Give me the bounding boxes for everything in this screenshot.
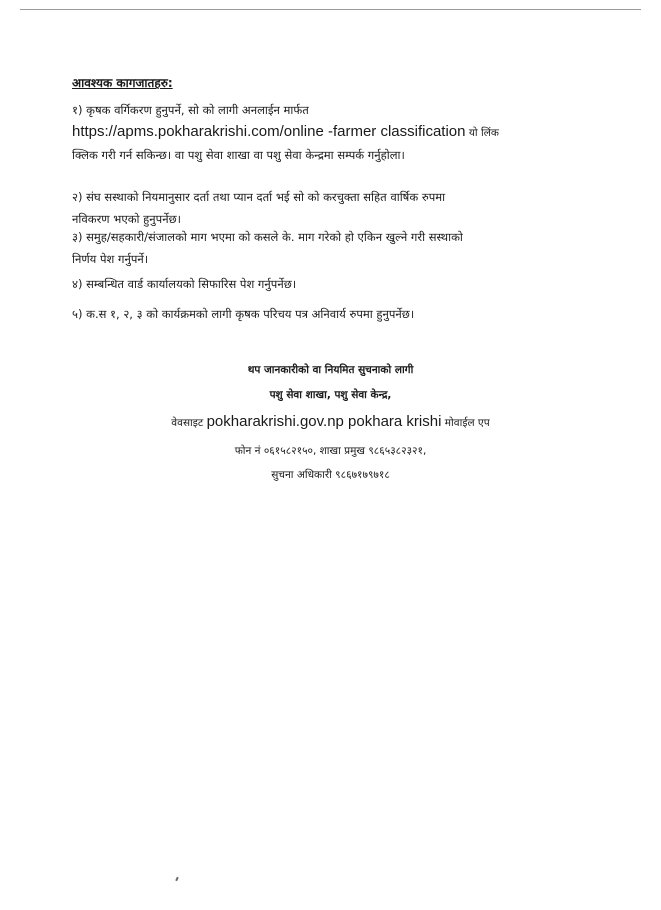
item-3-line-2: निर्णय पेश गर्नुपर्ने। bbox=[72, 252, 149, 266]
url-tail-text: यो लिंक bbox=[465, 127, 499, 139]
app-label: मोवाईल एप bbox=[444, 417, 490, 429]
item-3-line-1: ३) समुह/सहकारी/संजालको माग भएमा को कसले के. माग गरेको हो एकिन खुल्ने गरी सस्थाको bbox=[72, 230, 463, 244]
list-item-4 bbox=[72, 273, 592, 295]
item-1-line-1: १) कृषक वर्गिकरण हुनुपर्ने, सो को लागी अनलाईन मार्फत bbox=[72, 103, 309, 117]
contact-title: थप जानकारीको वा नियमित सुचनाको लागी bbox=[247, 364, 414, 376]
list-item-2 bbox=[72, 186, 592, 230]
contact-phone: फोन नं ०६१५८२१५०, शाखा प्रमुख ९८६५३८२३२१, bbox=[234, 445, 427, 457]
contact-website-line bbox=[0, 414, 661, 431]
item-2-line-1: २) संघ सस्थाको नियमानुसार दर्ता तथा प्यान दर्ता भई सो को करचुक्ता सहित वार्षिक रुपमा bbox=[72, 190, 446, 204]
scan-speck bbox=[175, 877, 179, 881]
item-1-line-2 bbox=[72, 121, 592, 144]
website-link[interactable]: pokharakrishi.gov.np pokhara krishi bbox=[206, 413, 442, 430]
item-1-line-3: क्लिक गरी गर्न सकिन्छ। वा पशु सेवा शाखा वा पशु सेवा केन्द्रमा सम्पर्क गर्नुहोला। bbox=[72, 148, 405, 162]
item-4-line-1: ४) सम्बन्धित वार्ड कार्यालयको सिफारिस पेश गर्नुपर्नेछ। bbox=[72, 277, 297, 291]
item-2-line-2: नविकरण भएको हुनुपर्नेछ। bbox=[72, 212, 181, 226]
item-5-line-1: ५) क.स १, २, ३ को कार्यक्रमको लागी कृषक परिचय पत्र अनिवार्य रुपमा हुनुपर्नेछ। bbox=[72, 307, 415, 321]
list-item-3 bbox=[72, 226, 592, 270]
contact-office: पशु सेवा शाखा, पशु सेवा केन्द्र, bbox=[269, 389, 392, 401]
top-rule bbox=[20, 9, 641, 10]
section-heading: आवश्यक कागजातहरु: bbox=[72, 76, 173, 90]
list-item-1 bbox=[72, 99, 592, 166]
list-item-5 bbox=[72, 303, 592, 325]
contact-info-officer: सुचना अधिकारी ९८६७१७९७१८ bbox=[271, 469, 390, 481]
website-label: वेवसाइट bbox=[171, 417, 204, 429]
classification-url-link[interactable]: https://apms.pokharakrishi.com/online -farmer classification bbox=[72, 123, 466, 140]
